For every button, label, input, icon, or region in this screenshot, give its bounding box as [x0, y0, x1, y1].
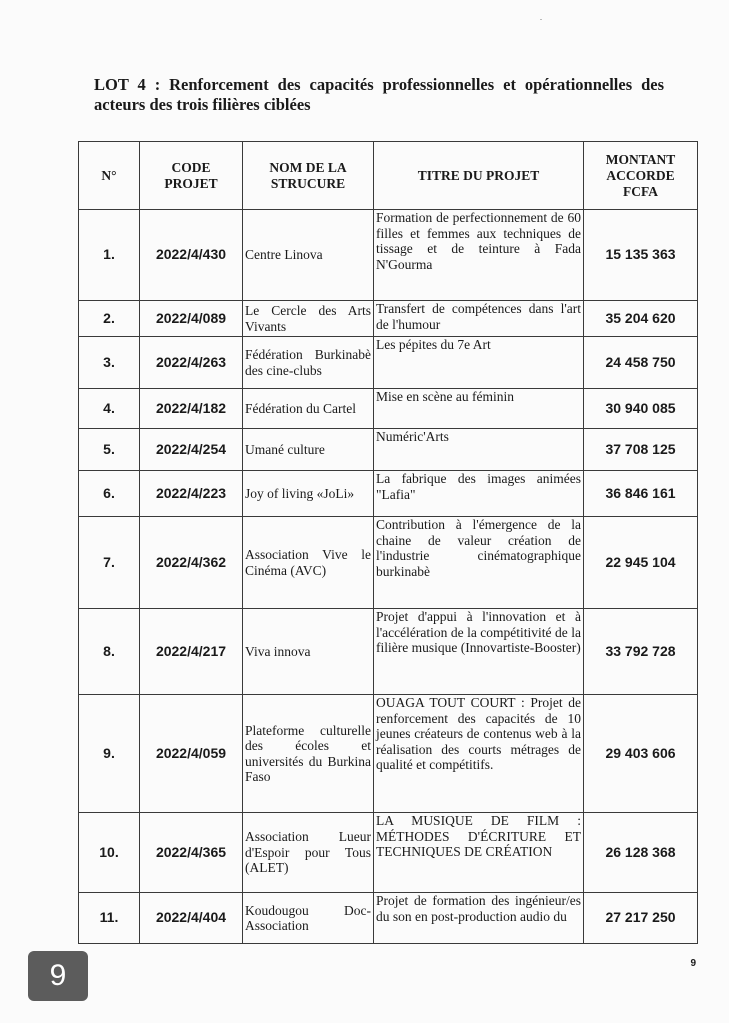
project-code: 2022/4/254: [140, 429, 243, 471]
amount: 35 204 620: [584, 301, 698, 337]
project-title: Les pépites du 7e Art: [374, 337, 584, 389]
table-row: [79, 471, 698, 517]
structure-name: Le Cercle des Arts Vivants: [243, 301, 374, 337]
amount: 15 135 363: [584, 210, 698, 301]
row-number: 4.: [79, 389, 140, 429]
project-title: Contribution à l'émergence de la chaine de valeur création de l'industrie cinématographique burkinabè: [374, 517, 584, 609]
project-code: 2022/4/404: [140, 893, 243, 944]
project-title: Numéric'Arts: [374, 429, 584, 471]
project-code: 2022/4/365: [140, 813, 243, 893]
row-number: 1.: [79, 210, 140, 301]
page-badge: 9: [28, 951, 88, 1001]
table-row: [79, 517, 698, 609]
project-code: 2022/4/089: [140, 301, 243, 337]
row-number: 2.: [79, 301, 140, 337]
scan-speck: [540, 19, 542, 20]
structure-name: Fédération Burkinabè des cine-clubs: [243, 337, 374, 389]
amount: 30 940 085: [584, 389, 698, 429]
structure-name: Umané culture: [243, 429, 374, 471]
table-row: [79, 429, 698, 471]
header-titre: TITRE DU PROJET: [374, 142, 584, 210]
structure-name: Koudougou Doc-Association: [243, 893, 374, 944]
table-header-row: [79, 142, 698, 210]
table-row: [79, 301, 698, 337]
amount: 36 846 161: [584, 471, 698, 517]
row-number: 5.: [79, 429, 140, 471]
lot-heading: LOT 4 : Renforcement des capacités professionnelles et opérationnelles des acteurs des trois filières ciblées: [94, 75, 664, 114]
project-title: Formation de perfectionnement de 60 filles et femmes aux techniques de tissage et de teinture à Fada N'Gourma: [374, 210, 584, 301]
table-row: [79, 337, 698, 389]
project-code: 2022/4/430: [140, 210, 243, 301]
structure-name: Viva innova: [243, 609, 374, 695]
projects-table: [78, 141, 698, 944]
table-row: [79, 389, 698, 429]
amount: 37 708 125: [584, 429, 698, 471]
row-number: 6.: [79, 471, 140, 517]
row-number: 8.: [79, 609, 140, 695]
structure-name: Association Vive le Cinéma (AVC): [243, 517, 374, 609]
amount: 27 217 250: [584, 893, 698, 944]
row-number: 10.: [79, 813, 140, 893]
project-title: LA MUSIQUE DE FILM : MÉTHODES D'ÉCRITURE ET TECHNIQUES DE CRÉATION: [374, 813, 584, 893]
row-number: 3.: [79, 337, 140, 389]
project-code: 2022/4/217: [140, 609, 243, 695]
amount: 29 403 606: [584, 695, 698, 813]
project-code: 2022/4/059: [140, 695, 243, 813]
project-title: Mise en scène au féminin: [374, 389, 584, 429]
header-nom: NOM DE LA STRUCURE: [243, 142, 374, 210]
page-number: 9: [690, 958, 696, 969]
amount: 33 792 728: [584, 609, 698, 695]
project-code: 2022/4/223: [140, 471, 243, 517]
project-code: 2022/4/182: [140, 389, 243, 429]
table-row: [79, 210, 698, 301]
project-code: 2022/4/362: [140, 517, 243, 609]
structure-name: Joy of living «JoLi»: [243, 471, 374, 517]
project-title: Transfert de compétences dans l'art de l'humour: [374, 301, 584, 337]
project-title: La fabrique des images animées "Lafia": [374, 471, 584, 517]
amount: 22 945 104: [584, 517, 698, 609]
amount: 24 458 750: [584, 337, 698, 389]
header-code: CODE PROJET: [140, 142, 243, 210]
header-n: N°: [79, 142, 140, 210]
row-number: 9.: [79, 695, 140, 813]
row-number: 7.: [79, 517, 140, 609]
table-row: [79, 893, 698, 944]
structure-name: Plateforme culturelle des écoles et universités du Burkina Faso: [243, 695, 374, 813]
table-row: [79, 609, 698, 695]
row-number: 11.: [79, 893, 140, 944]
structure-name: Fédération du Cartel: [243, 389, 374, 429]
amount: 26 128 368: [584, 813, 698, 893]
project-title: Projet d'appui à l'innovation et à l'accélération de la compétitivité de la filière musique (Innovartiste-Booster): [374, 609, 584, 695]
project-title: OUAGA TOUT COURT : Projet de renforcement des capacités de 10 jeunes créateurs de contenus web à la réalisation des courts métrages de qualité et compétitifs.: [374, 695, 584, 813]
structure-name: Centre Linova: [243, 210, 374, 301]
project-title: Projet de formation des ingénieur/es du son en post-production audio du: [374, 893, 584, 944]
header-montant: MONTANT ACCORDE FCFA: [584, 142, 698, 210]
project-code: 2022/4/263: [140, 337, 243, 389]
structure-name: Association Lueur d'Espoir pour Tous (ALET): [243, 813, 374, 893]
table-row: [79, 813, 698, 893]
table-row: [79, 695, 698, 813]
